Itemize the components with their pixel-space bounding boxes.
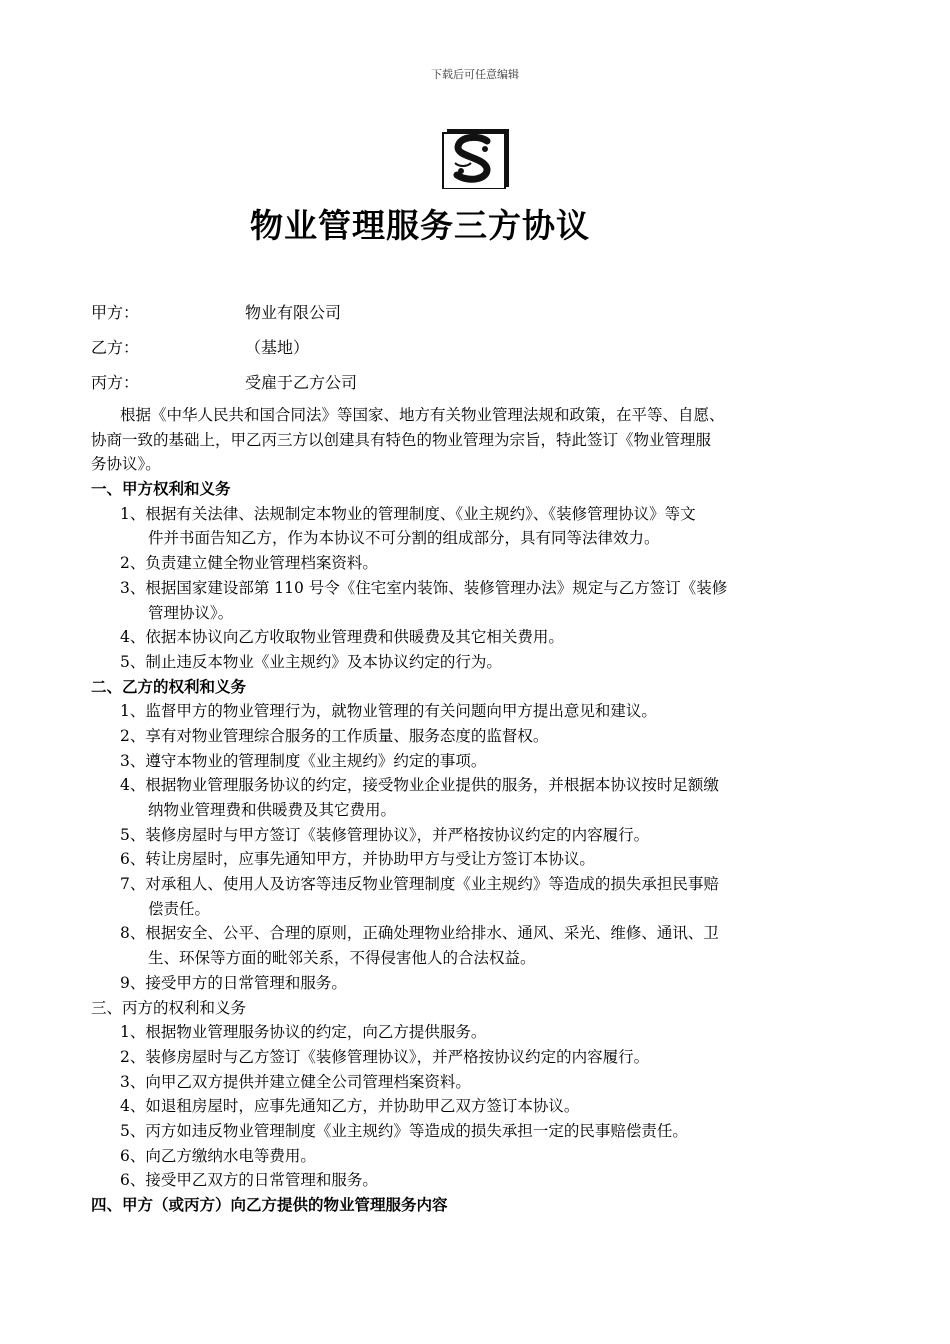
list-item: 2、享有对物业管理综合服务的工作质量、服务态度的监督权。 xyxy=(120,726,549,745)
party-c-label: 丙方： xyxy=(91,373,140,392)
list-item-continuation: 纳物业管理费和供暖费及其它费用。 xyxy=(148,801,397,819)
list-item: 5、丙方如违反物业管理制度《业主规约》等造成的损失承担一定的民事赔偿责任。 xyxy=(120,1121,688,1140)
list-item: 2、装修房屋时与乙方签订《装修管理协议》，并严格按协议约定的内容履行。 xyxy=(120,1047,650,1066)
party-a-value: 物业有限公司 xyxy=(245,303,342,322)
section-1-heading: 一、甲方权利和义务 xyxy=(91,480,231,499)
document-body xyxy=(91,403,871,1218)
party-c xyxy=(91,370,357,393)
list-item-continuation: 件并书面告知乙方，作为本协议不可分割的组成部分，具有同等法律效力。 xyxy=(148,529,660,548)
section-4-heading: 四、甲方（或丙方）向乙方提供的物业管理服务内容 xyxy=(91,1196,448,1214)
party-a xyxy=(91,300,341,323)
list-item: 6、接受甲乙双方的日常管理和服务。 xyxy=(120,1171,378,1190)
header-note: 下载后可任意编辑 xyxy=(431,68,519,81)
list-item: 7、对承租人、使用人及访客等违反物业管理制度《业主规约》等造成的损失承担民事赔 xyxy=(120,875,719,894)
section-3-heading: 三、丙方的权利和义务 xyxy=(91,998,247,1017)
list-item: 4、依据本协议向乙方收取物业管理费和供暖费及其它相关费用。 xyxy=(120,628,564,647)
intro-line: 务协议》。 xyxy=(91,455,161,474)
company-logo xyxy=(441,127,511,189)
list-item-continuation: 偿责任。 xyxy=(148,899,211,918)
list-item: 1、根据物业管理服务协议的约定，向乙方提供服务。 xyxy=(120,1023,487,1042)
list-item: 9、接受甲方的日常管理和服务。 xyxy=(120,973,347,992)
list-item: 5、装修房屋时与甲方签订《装修管理协议》，并严格按协议约定的内容履行。 xyxy=(120,825,650,844)
list-item: 5、制止违反本物业《业主规约》及本协议约定的行为。 xyxy=(120,652,502,671)
party-c-value: 受雇于乙方公司 xyxy=(245,373,358,392)
party-b-label: 乙方： xyxy=(91,338,140,357)
list-item: 8、根据安全、公平、合理的原则，正确处理物业给排水、通风、采光、维修、通讯、卫 xyxy=(120,924,719,943)
list-item: 6、转让房屋时，应事先通知甲方，并协助甲方与受让方签订本协议。 xyxy=(120,850,595,869)
list-item: 3、向甲乙双方提供并建立健全公司管理档案资料。 xyxy=(120,1072,471,1091)
intro-line: 根据《中华人民共和国合同法》等国家、地方有关物业管理法规和政策，在平等、自愿、 xyxy=(120,406,725,424)
list-item: 3、遵守本物业的管理制度《业主规约》约定的事项。 xyxy=(120,751,487,770)
list-item-continuation: 管理协议》。 xyxy=(148,603,234,622)
list-item: 1、监督甲方的物业管理行为，就物业管理的有关问题向甲方提出意见和建议。 xyxy=(120,702,657,721)
list-item: 3、根据国家建设部第 110 号令《住宅室内装饰、装修管理办法》规定与乙方签订《装修 xyxy=(120,578,728,597)
intro-line: 协商一致的基础上，甲乙丙三方以创建具有特色的物业管理为宗旨，特此签订《物业管理服 xyxy=(91,430,712,449)
list-item-continuation: 生、环保等方面的毗邻关系，不得侵害他人的合法权益。 xyxy=(148,949,536,968)
section-2-heading: 二、乙方的权利和义务 xyxy=(91,677,247,696)
document-title: 物业管理服务三方协议 xyxy=(250,206,590,245)
list-item: 1、根据有关法律、法规制定本物业的管理制度、《业主规约》、《装修管理协议》等文 xyxy=(120,504,696,523)
list-item: 6、向乙方缴纳水电等费用。 xyxy=(120,1146,316,1165)
list-item: 4、根据物业管理服务协议的约定，接受物业企业提供的服务，并根据本协议按时足额缴 xyxy=(120,776,719,795)
list-item: 4、如退租房屋时，应事先通知乙方，并协助甲乙双方签订本协议。 xyxy=(120,1097,580,1116)
party-a-label: 甲方： xyxy=(91,303,140,322)
party-b-value: （基地） xyxy=(245,338,310,357)
party-b xyxy=(91,335,309,358)
list-item: 2、负责建立健全物业管理档案资料。 xyxy=(120,554,378,573)
